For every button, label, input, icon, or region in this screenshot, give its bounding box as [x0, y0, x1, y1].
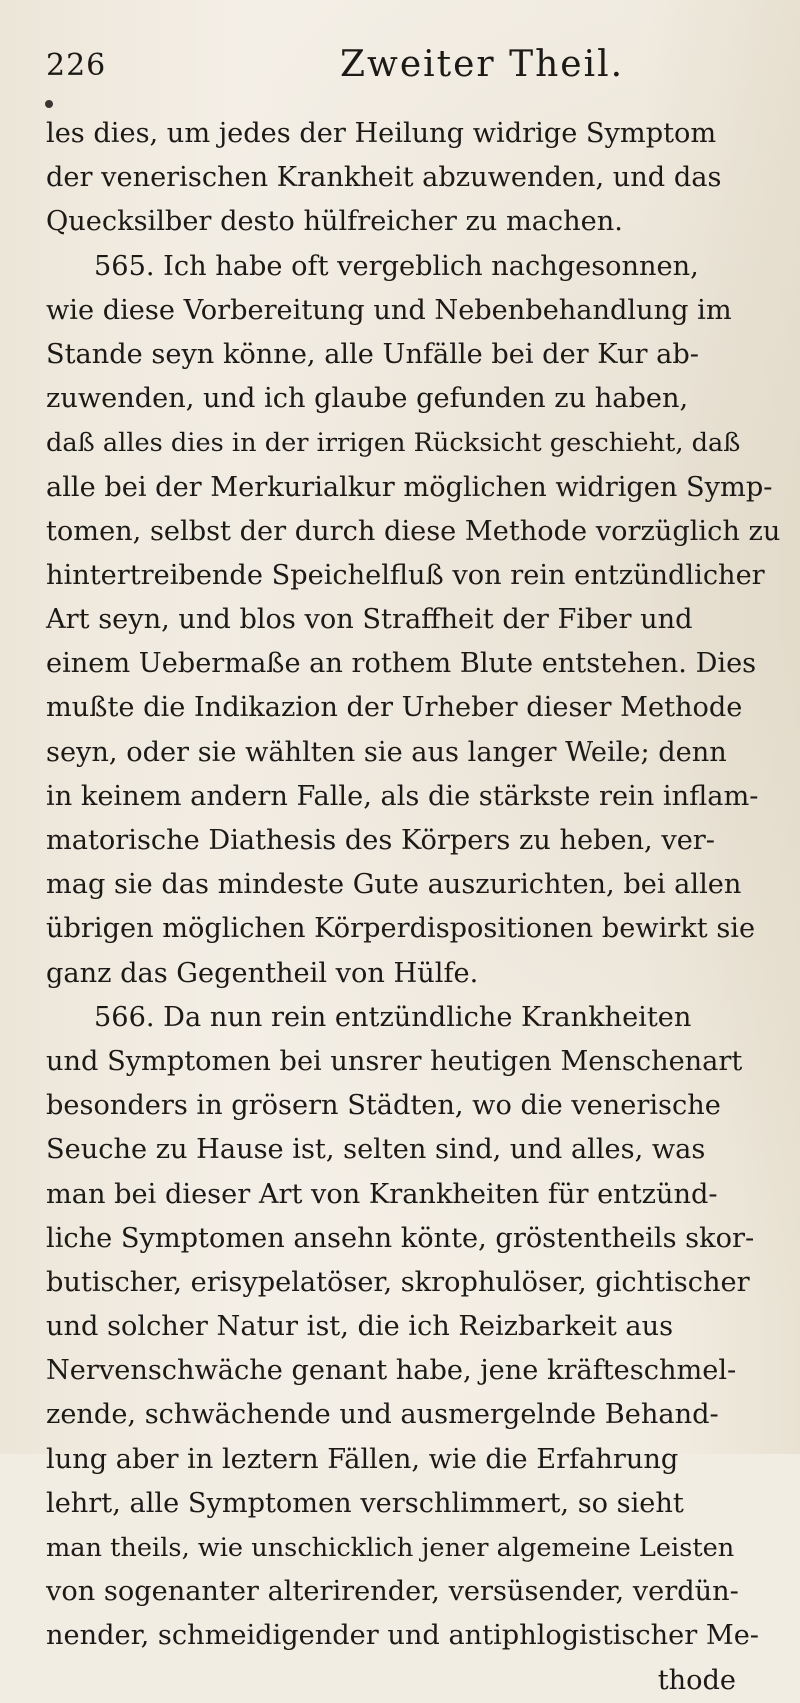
text-line: und Symptomen bei unsrer heutigen Menschenart: [46, 1045, 743, 1077]
text-line: zende, schwächende und ausmergelnde Behand-: [46, 1399, 719, 1431]
text-line: übrigen möglichen Körperdispositionen bewirkt sie: [46, 913, 756, 945]
running-head: Zweiter Theil.: [340, 44, 625, 85]
text-line: man theils, wie unschicklich jener algemeine Leisten: [46, 1533, 735, 1563]
text-line: hintertreibende Speichelfluß von rein entzündlicher: [46, 559, 765, 591]
text-line: matorische Diathesis des Körpers zu heben, ver-: [46, 825, 715, 856]
text-line: der venerischen Krankheit abzuwenden, und das: [46, 162, 722, 194]
body-text: [46, 112, 781, 1703]
text-line: mußte die Indikazion der Urheber dieser Methode: [46, 692, 743, 724]
text-line: besonders in grösern Städten, wo die venerische: [46, 1090, 721, 1122]
text-line: Stande seyn könne, alle Unfälle bei der Kur ab-: [46, 338, 699, 370]
text-line: und solcher Natur ist, die ich Reizbarkeit aus: [46, 1311, 674, 1343]
text-line: butischer, erisypelatöser, skrophulöser, gichtischer: [46, 1266, 750, 1298]
text-line: les dies, um jedes der Heilung widrige Symptom: [46, 118, 717, 149]
text-line: 566. Da nun rein entzündliche Krankheiten: [94, 1001, 692, 1033]
text-line: tomen, selbst der durch diese Methode vorzüglich zu: [46, 515, 781, 547]
text-line: lehrt, alle Symptomen verschlimmert, so sieht: [46, 1487, 684, 1519]
page-number: 226: [46, 48, 107, 83]
text-line: liche Symptomen ansehn könte, gröstentheils skor-: [46, 1222, 755, 1254]
page-header: [40, 42, 760, 102]
text-line: zuwenden, und ich glaube gefunden zu haben,: [46, 383, 689, 415]
text-line: 565. Ich habe oft vergeblich nachgesonnen,: [94, 250, 699, 282]
text-line: Nervenschwäche genant habe, jene kräfteschmel-: [46, 1355, 737, 1387]
text-line: wie diese Vorbereitung und Nebenbehandlung im: [46, 294, 732, 326]
text-line: Quecksilber desto hülfreicher zu machen.: [46, 206, 623, 238]
catchword: thode: [657, 1664, 736, 1696]
text-line: lung aber in leztern Fällen, wie die Erfahrung: [46, 1443, 679, 1475]
text-line: mag sie das mindeste Gute auszurichten, bei allen: [46, 869, 742, 901]
text-line: nender, schmeidigender und antiphlogistischer Me-: [46, 1620, 759, 1652]
text-line: einem Uebermaße an rothem Blute entstehen. Dies: [46, 648, 757, 680]
text-line: ganz das Gegentheil von Hülfe.: [46, 957, 479, 989]
text-line: seyn, oder sie wählten sie aus langer Weile; denn: [46, 736, 727, 768]
ink-spot: [45, 100, 53, 108]
text-line: alle bei der Merkurialkur möglichen widrigen Symp-: [46, 471, 773, 503]
text-line: Seuche zu Hause ist, selten sind, und alles, was: [46, 1134, 706, 1166]
text-line: von sogenanter alterirender, versüsender, verdün-: [46, 1576, 739, 1608]
text-line: man bei dieser Art von Krankheiten für entzünd-: [46, 1178, 718, 1210]
text-line: in keinem andern Falle, als die stärkste rein inflam-: [46, 780, 759, 812]
text-line: daß alles dies in der irrigen Rücksicht geschieht, daß: [46, 428, 741, 459]
text-line: Art seyn, und blos von Straffheit der Fiber und: [46, 604, 693, 636]
